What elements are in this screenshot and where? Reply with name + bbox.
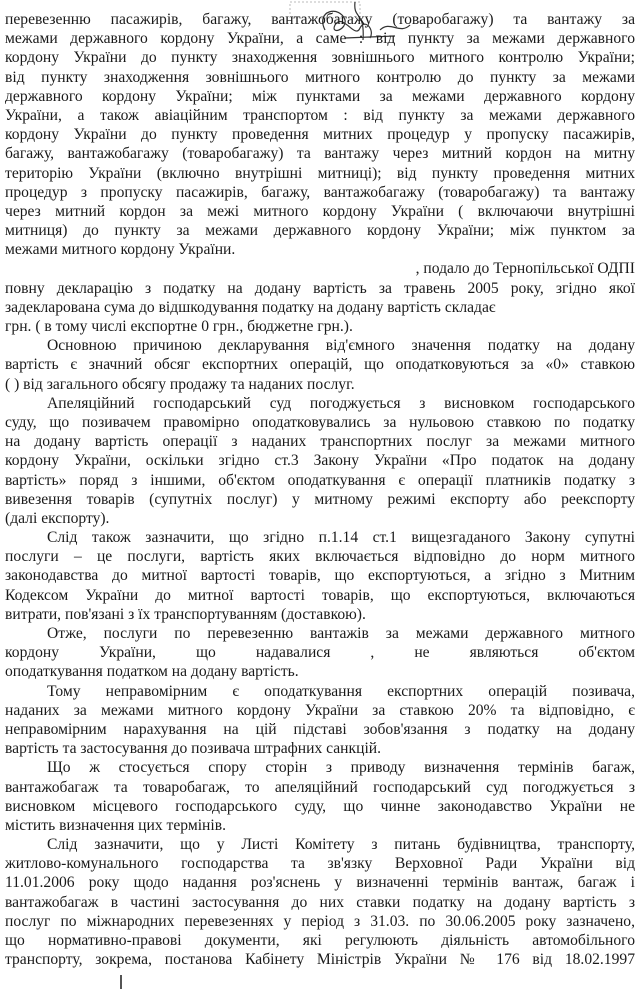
text-line: на додану вартість операції з наданих транспортних послуг за межами митного: [5, 433, 635, 451]
text-line: витрати, пов'язані з їх транспортуванням (доставкою).: [5, 605, 366, 623]
text-line: , подало до Тернопільської ОДПІ: [415, 260, 635, 278]
text-line: межами державного кордону України, а саме : від пункту за межами державного: [5, 30, 635, 48]
text-line: Тому неправомірним є оподаткування експортних операцій позивача,: [47, 682, 635, 700]
text-line: багажу, вантажобагажу (товаробагажу) та вантажу через митний кордон на митну: [5, 145, 635, 163]
text-line: від пункту знаходження зовнішнього митного контролю до пункту за межами: [5, 68, 635, 86]
text-line: Що ж стосується спору сторін з приводу визначення термінів багаж,: [47, 759, 635, 777]
text-line: (далі експорту).: [5, 509, 110, 527]
text-line: кордону України, що надавалися , не являються об'єктом: [5, 644, 635, 662]
text-line: вантажобагаж та товаробагаж, то апеляційний господарський суд погоджується з: [5, 778, 635, 796]
text-line: що нормативно-правові документи, які регулюють діяльність автомобільного: [5, 932, 635, 949]
text-line: через митний кордон за межі митного кордону України ( включаючи внутрішні: [5, 202, 635, 220]
text-line: перевезенню пасажирів, багажу, вантажобагажу (товаробагажу) та вантажу за: [5, 11, 635, 28]
text-line: Кодексом України до митної вартості товарів, що експортуються, включаються: [5, 586, 635, 604]
text-line: законодавства до митної вартості товарів, що експортуються, а згідно з Митним: [5, 567, 635, 585]
text-line: кордону України до пункту знаходження зовнішнього митного контролю України;: [5, 49, 635, 67]
text-line: Слід зазначити, що у Листі Комітету з питань будівництва, транспорту,: [47, 836, 635, 854]
text-line: повну декларацію з податку на додану вартість за травень 2005 року, згідно якої: [5, 279, 635, 297]
text-line: територію України (включно внутрішні митниці); від пункту проведення митних: [5, 164, 635, 182]
text-line: Слід також зазначити, що згідно п.1.14 ст.1 вищезгаданого Закону супутні: [47, 529, 635, 547]
text-line: вартість та застосування до позивача штрафних санкцій.: [5, 740, 382, 758]
text-line: висновком місцевого господарського суду, що чинне законодавство України не: [5, 797, 635, 815]
text-line: Отже, послуги по перевезенню вантажів за межами державного митного: [47, 625, 635, 642]
text-line: послуг по міжнародних перевезеннях у період з 31.03. по 30.06.2005 року зазначено,: [5, 912, 635, 930]
text-line: ( ) від загального обсягу продажу та наданих послуг.: [5, 375, 355, 393]
text-line: межами митного кордону України.: [5, 241, 236, 259]
text-line: Апеляційний господарський суд погоджується з висновком господарського: [47, 394, 635, 412]
scan-mark: [120, 975, 122, 989]
text-line: Основною причиною декларування від'ємного значення податку на додану: [47, 337, 635, 355]
text-line: наданих за межами митного кордону України за ставкою 20% та відповідно, є: [5, 701, 635, 719]
text-line: кордону України до пункту проведення митних процедур у пропуску пасажирів,: [5, 126, 635, 144]
text-line: містить визначення цих термінів.: [5, 816, 226, 834]
text-line: 11.01.2006 року щодо надання роз'яснень у визначенні термінів вантаж, багаж і: [5, 874, 635, 892]
text-line: неправомірним нарахування на цій підставі зобов'язання з податку на додану: [5, 720, 635, 738]
text-line: грн. ( в тому числі експортне 0 грн., бюджетне грн.).: [5, 318, 353, 335]
text-line: України, а також авіаційним транспортом : від пункту за межами державного: [5, 106, 635, 124]
text-line: вантажобагаж в частині застосування до них ставки податку на додану вартість з: [5, 893, 635, 911]
text-line: задекларована сума до відшкодування податку на додану вартість складає: [5, 298, 496, 316]
text-line: вартість є значний обсяг експортних операцій, що оподатковуються за «0» ставкою: [5, 356, 635, 374]
text-line: вартість» поряд з іншими, об'єктом оподаткування є операції платників податку з: [5, 471, 635, 489]
text-line: послуги – це послуги, вартість яких включається відповідно до норм митного: [5, 548, 635, 566]
text-line: суду, що позивачем правомірно оподатковувались за нульовою ставкою по податку: [5, 413, 635, 431]
text-line: транспорту, зокрема, постанова Кабінету Міністрів України № 176 від 18.02.1997: [5, 951, 635, 969]
text-line: вивезення товарів (супутніх послуг) у митному режимі експорту або реекспорту: [5, 490, 635, 508]
document-body: [5, 10, 635, 969]
text-line: процедур з пропуску пасажирів, багажу, вантажобагажу (товаробагажу) та вантажу: [5, 183, 635, 201]
text-line: державного кордону України; між пунктами за межами державного кордону: [5, 87, 635, 105]
text-line: житлово-комунального господарства та зв'язку Верховної Ради України від: [5, 855, 635, 873]
text-line: оподаткування податком на додану вартість.: [5, 663, 299, 681]
text-line: кордону України, оскільки згідно ст.3 Закону України «Про податок на додану: [5, 452, 635, 470]
text-line: митниця) до пункту за межами державного кордону України; між пунктом за: [5, 222, 635, 240]
